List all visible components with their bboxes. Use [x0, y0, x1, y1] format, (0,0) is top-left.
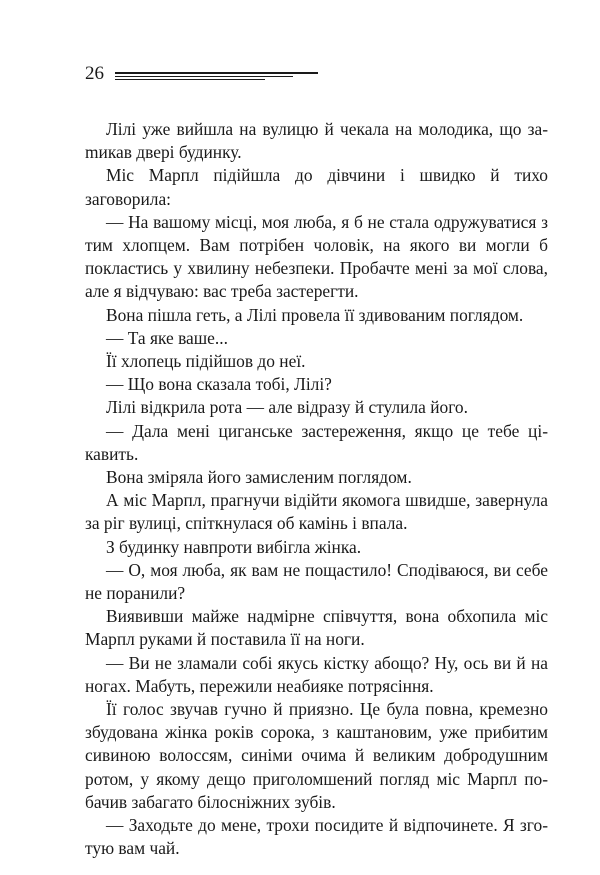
paragraph: А міс Марпл, прагнучи відійти якомога швидше, завернула за ріг вулиці, спіткнулася об камінь і впала. [85, 490, 548, 534]
header-rule [115, 76, 293, 77]
paragraph: Виявивши майже надмірне співчуття, вона обхопила міс Марпл руками й поставила її на ноги. [85, 606, 548, 650]
paragraph: Її хлопець підійшов до неї. [106, 351, 306, 372]
paragraph: Міс Марпл підійшла до дівчини і швидко й тихо заговорила: [85, 165, 548, 209]
running-header [85, 62, 325, 86]
paragraph: — Дала мені циганське застереження, якщо це тебе цікавить. [85, 420, 548, 464]
page-number: 26 [85, 63, 104, 84]
paragraph: — Та яке ваше... [106, 327, 228, 348]
paragraph: Лілі уже вийшла на вулицю й чекала на молодика, що заmикав двері будинку. [85, 119, 548, 163]
paragraph: — Заходьте до мене, трохи посидите й відпочинете. Я зготую вам чай. [85, 815, 548, 859]
paragraph: Вона пішла геть, а Лілі провела її здивованим поглядом. [106, 304, 524, 325]
paragraph: — Що вона сказала тобі, Лілі? [106, 374, 332, 395]
header-rule [115, 72, 318, 74]
paragraph: З будинку навпроти вибігла жінка. [106, 536, 362, 557]
paragraph: Її голос звучав гучно й приязно. Це була повна, кремезно збудована жінка років сорока, з каштановим, уже прибитим сивиною волоссям, синіми очима й великим добродушним ротом, у якому дещо приголомшений погляд міс Марпл побачив забагато білосніжних зубів. [85, 699, 548, 812]
paragraph: — О, моя люба, як вам не пощастило! Сподіваюся, ви себе не поранили? [85, 559, 548, 604]
paragraph: Вона зміряла його замисленим поглядом. [106, 467, 412, 488]
paragraph: — Ви не зламали собі якусь кістку абощо? Ну, ось ви й на ногах. Мабуть, пережили неабияке потрясіння. [85, 652, 548, 696]
header-rule [115, 79, 265, 80]
paragraph: — На вашому місці, моя люба, я б не стала одружуватися з тим хлопцем. Вам потрібен чоловік, на якого ви могли б покластись у хвилину небезпеки. Пробачте мені за мої слова, але я відчуваю: вас треба застерегти. [85, 211, 548, 302]
paragraph: Лілі відкрила рота — але відразу й стулила його. [106, 397, 468, 418]
text-body [85, 118, 548, 861]
